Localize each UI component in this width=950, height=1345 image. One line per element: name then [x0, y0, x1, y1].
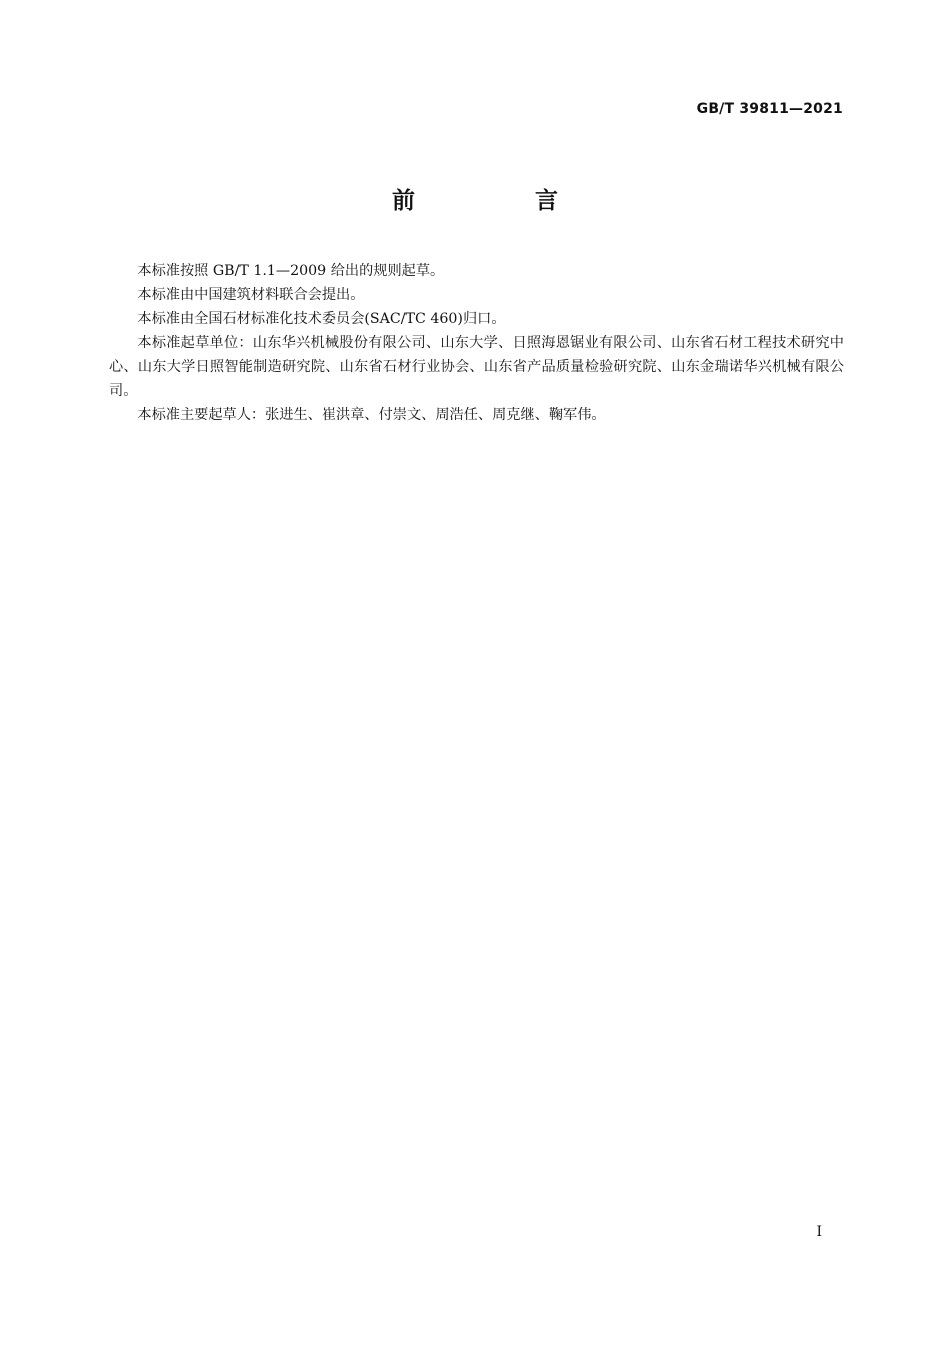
paragraph-under-jurisdiction: 本标准由全国石材标准化技术委员会(SAC/TC 460)归口。: [137, 311, 506, 327]
page-number: I: [816, 1224, 822, 1240]
foreword-body: [109, 259, 844, 427]
paragraph-proposed-by: 本标准由中国建筑材料联合会提出。: [137, 287, 365, 303]
paragraph-drafting-units: 本标准起草单位：山东华兴机械股份有限公司、山东大学、日照海恩锯业有限公司、山东省石材工程技术研究中心、山东大学日照智能制造研究院、山东省石材行业协会、山东省产品质量检验研究院、山东金瑞诺华兴机械有限公司。: [109, 335, 844, 399]
paragraph-drafting-rules: 本标准按照 GB/T 1.1—2009 给出的规则起草。: [137, 263, 445, 279]
page-title: 前 言: [391, 188, 614, 214]
paragraph-main-drafters: 本标准主要起草人：张进生、崔洪章、付崇文、周浩任、周克继、鞠军伟。: [137, 407, 606, 423]
standard-code: GB/T 39811—2021: [696, 101, 843, 117]
